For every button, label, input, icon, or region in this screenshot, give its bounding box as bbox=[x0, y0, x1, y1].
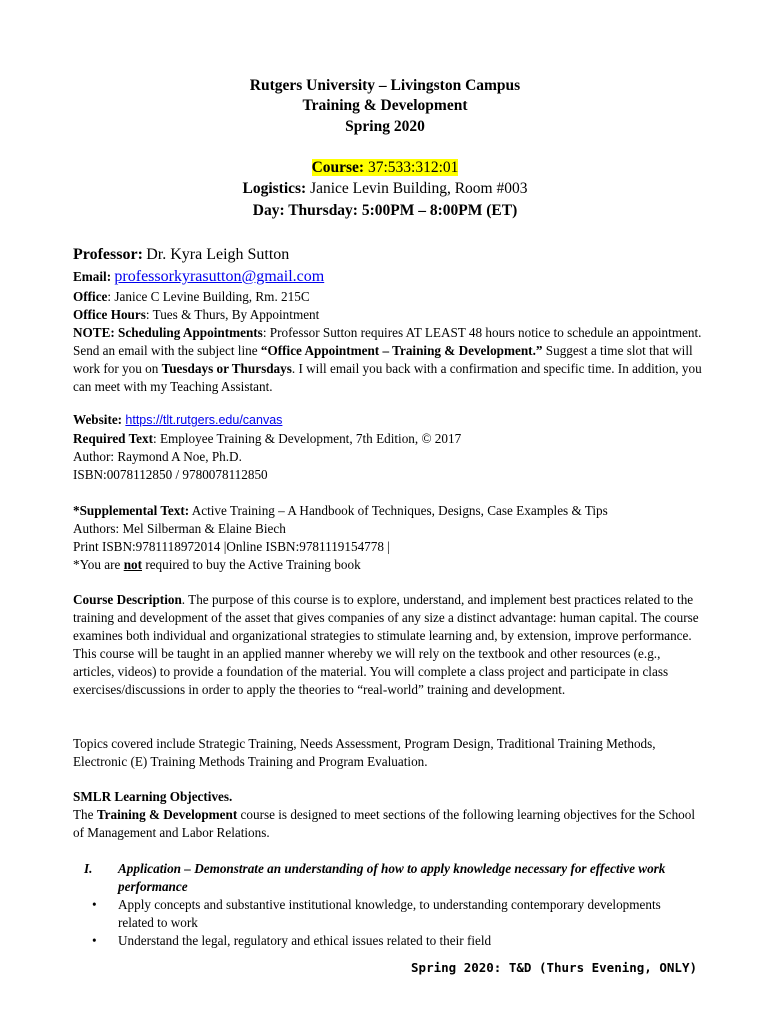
note-part2: Suggest a time slot that will work for you on bbox=[73, 343, 693, 376]
supplemental-isbn: Print ISBN:9781118972014 |Online ISBN:9781119154778 | bbox=[73, 539, 390, 554]
objectives-intro-part1: The bbox=[73, 807, 97, 822]
office-hours-value: : Tues & Thurs, By Appointment bbox=[145, 307, 320, 322]
not-required-emphasis: not bbox=[123, 557, 143, 572]
required-text-value: : Employee Training & Development, 7th Edition, © 2017 bbox=[153, 431, 462, 446]
not-required-part1: *You are bbox=[73, 557, 124, 572]
supplemental-value: Active Training – A Handbook of Techniques, Designs, Case Examples & Tips bbox=[189, 503, 608, 518]
scheduling-note bbox=[73, 324, 703, 396]
page-footer: Spring 2020: T&D (Thurs Evening, ONLY) bbox=[411, 960, 697, 975]
objectives-course-name: Training & Development bbox=[96, 807, 238, 822]
course-description bbox=[73, 591, 703, 699]
office-hours-label: Office Hours bbox=[73, 307, 146, 322]
logistics-line bbox=[0, 179, 770, 199]
office-line bbox=[73, 288, 703, 306]
email-link[interactable]: professorkyrasutton@gmail.com bbox=[114, 268, 325, 285]
course-highlight bbox=[312, 159, 459, 176]
email-label: Email: bbox=[73, 269, 112, 284]
objective-numeral: I. bbox=[84, 861, 93, 876]
website-link[interactable]: https://tlt.rutgers.edu/canvas bbox=[125, 413, 283, 427]
course-description-label: Course Description bbox=[73, 592, 182, 607]
objective-title: Application – Demonstrate an understanding of how to apply knowledge necessary for effective work performance bbox=[118, 861, 666, 894]
bullet-dot-icon: • bbox=[92, 897, 97, 912]
not-required-part2: required to buy the Active Training book bbox=[142, 557, 361, 572]
bullet-dot-icon: • bbox=[92, 933, 97, 948]
office-hours-line bbox=[73, 306, 703, 324]
semester-title: Spring 2020 bbox=[345, 118, 425, 135]
note-days: Tuesdays or Thursdays bbox=[161, 361, 292, 376]
not-required-note bbox=[73, 556, 703, 574]
note-part3: . I will email you back with a confirmation and specific time. In addition, you can meet with my Teaching Assistant. bbox=[73, 361, 702, 394]
course-description-body: . The purpose of this course is to explore, understand, and implement best practices related to the training and development of the asset that gives companies of any size a distinct advantage: human capital. The course examines both individual and organizational strategies to stimulate learning and, by extension, improve performance. This course will be taught in an applied manner whereby we will rely on the textbook and other resources (e.g., articles, videos) to provide a foundation of the material. You will complete a class project and participate in class exercises/discussions in order to apply the theories to “real-world” training and development. bbox=[73, 592, 699, 697]
note-subject: “Office Appointment – Training & Development.” bbox=[260, 343, 543, 358]
required-text-line bbox=[73, 430, 703, 448]
note-part1: : Professor Sutton requires AT LEAST 48 hours notice to schedule an appointment. Send an email with the subject line bbox=[73, 325, 702, 358]
objectives-intro-part2: course is designed to meet sections of the following learning objectives for the School of Management and Labor Relations. bbox=[73, 807, 696, 840]
office-label: Office bbox=[73, 289, 108, 304]
topics-covered: Topics covered include Strategic Training, Needs Assessment, Program Design, Traditional Training Methods, Electronic (E) Training Methods Training and Program Evaluation. bbox=[73, 736, 656, 769]
objectives-intro bbox=[73, 806, 703, 842]
author-line: Author: Raymond A Noe, Ph.D. bbox=[73, 449, 242, 464]
university-title: Rutgers University – Livingston Campus bbox=[249, 77, 521, 94]
course-line bbox=[0, 158, 770, 178]
course-label: Course: bbox=[311, 159, 365, 176]
professor-line bbox=[73, 244, 703, 266]
website-label: Website: bbox=[73, 412, 123, 427]
note-label: NOTE: Scheduling Appointments bbox=[73, 325, 263, 340]
objectives-heading: SMLR Learning Objectives. bbox=[73, 789, 233, 804]
required-text-label: Required Text bbox=[73, 431, 153, 446]
logistics-label: Logistics: bbox=[242, 180, 307, 197]
office-value: : Janice C Levine Building, Rm. 215C bbox=[107, 289, 310, 304]
bullet-text: Understand the legal, regulatory and ethical issues related to their field bbox=[118, 933, 492, 948]
supplemental-text-line bbox=[73, 502, 703, 520]
supplemental-label: *Supplemental Text: bbox=[73, 503, 190, 518]
isbn-line: ISBN:0078112850 / 9780078112850 bbox=[73, 467, 268, 482]
email-line bbox=[73, 266, 703, 288]
course-number: 37:533:312:01 bbox=[367, 159, 459, 176]
professor-name: Dr. Kyra Leigh Sutton bbox=[146, 246, 290, 263]
day-line: Day: Thursday: 5:00PM – 8:00PM (ET) bbox=[252, 202, 518, 219]
supplemental-authors: Authors: Mel Silberman & Elaine Biech bbox=[73, 521, 286, 536]
logistics-value: Janice Levin Building, Room #003 bbox=[310, 180, 528, 197]
website-line bbox=[73, 411, 703, 429]
professor-label: Professor: bbox=[73, 246, 143, 263]
bullet-text: Apply concepts and substantive institutional knowledge, to understanding contemporary developments related to work bbox=[118, 897, 661, 930]
course-title: Training & Development bbox=[302, 97, 468, 114]
